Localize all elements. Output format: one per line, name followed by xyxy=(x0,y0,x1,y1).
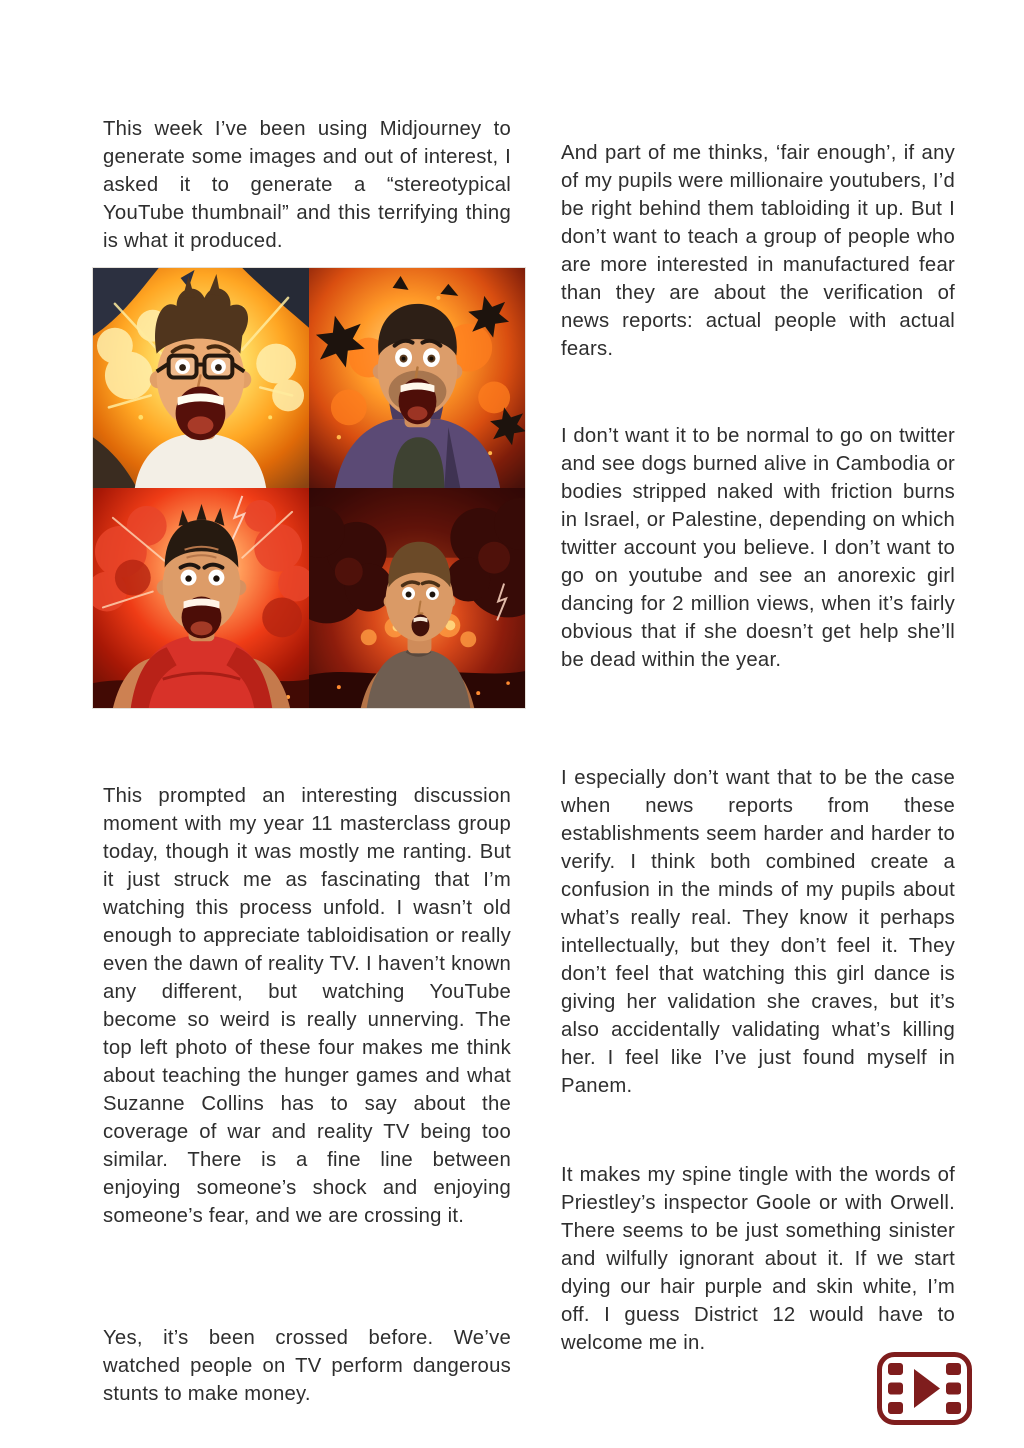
thumbnail-panel-bottom-left xyxy=(93,488,309,708)
paragraph-intro: This week I’ve been using Midjourney to generate some images and out of interest, I asked it to generate a “stereotypical YouTube thumbnail” and this terrifying thing is what it produced. xyxy=(103,118,511,253)
paragraph-not-normal: I don’t want it to be normal to go on twitter and see dogs burned alive in Cambodia or bodies stripped naked with friction burns in Israel, or Palestine, depending on which twitter account you believe. I don’t want to go on youtube and see an anorexic girl dancing for 2 million views, when it’s fairly obvious that if she doesn’t get help she’ll be dead within the year. xyxy=(561,425,955,672)
thumbnail-panel-bottom-right xyxy=(309,488,525,708)
paragraph-crossed-before: Yes, it’s been crossed before. We’ve watched people on TV perform dangerous stunts to make money. xyxy=(103,1327,511,1406)
paragraph-harder-to-verify: I especially don’t want that to be the case when news reports from these establishments seem harder and harder to verify. I think both combined create a confusion in the minds of my pupils about what’s really real. They know it perhaps intellectually, but they don’t feel it. They don’t feel that watching this girl dance is giving her validation she craves, but it’s also accidentally validating what’s killing her. I feel like I’ve just found myself in Panem. xyxy=(561,767,955,1098)
paragraph-fair-enough: And part of me thinks, ‘fair enough’, if any of my pupils were millionaire youtubers, I’d be right behind them tabloiding it up. But I don’t want to teach a group of people who are more interested in manufactured fear than they are about the verification of news reports: actual people with actual fears. xyxy=(561,142,955,361)
paragraph-discussion: This prompted an interesting discussion moment with my year 11 masterclass group today, though it was mostly me ranting. But it just struck me as fascinating that I’m watching this process unfold. I wasn’t old enough to appreciate tabloidisation or really even the dawn of reality TV. I haven’t known any different, but watching YouTube become so weird is really unnerving. The top left photo of these four makes me think about teaching the hunger games and what Suzanne Collins has to say about the coverage of war and reality TV being too similar. There is a fine line between enjoying someone’s shock and enjoying someone’s fear, and we are crossing it. xyxy=(103,785,511,1228)
video-icon[interactable] xyxy=(877,1352,972,1425)
thumbnail-panel-top-right xyxy=(309,268,525,488)
paragraph-spine-tingle: It makes my spine tingle with the words of Priestley’s inspector Goole or with Orwell. There seems to be just something sinister and wilfully ignorant about it. If we start dying our hair purple and skin white, I’m off. I guess District 12 would have to welcome me in. xyxy=(561,1164,955,1355)
thumbnail-panel-top-left xyxy=(93,268,309,488)
thumbnail-grid-image xyxy=(92,267,526,709)
